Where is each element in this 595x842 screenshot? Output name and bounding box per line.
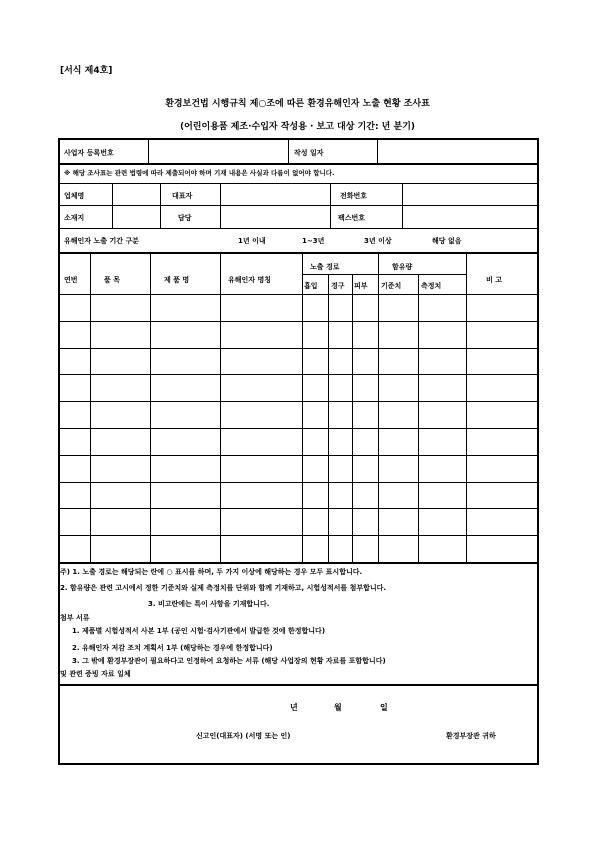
divider [220, 183, 221, 228]
notice-text: ※ 해당 조사표는 관련 법령에 따라 제출되어야 하며 기재 내용은 사실과 다름이 없어야 합니다. [64, 169, 335, 177]
period-label: 유해인자 노출 기간 구분 [64, 237, 139, 245]
period-option-3: 3년 이상 [364, 237, 392, 245]
divider [58, 228, 539, 229]
address-label: 소재지 [64, 214, 85, 222]
rep-label: 대표자 [172, 192, 193, 200]
table-column-divider [352, 274, 353, 562]
divider [58, 205, 539, 206]
attachment-3-cont: 및 관련 증빙 자료 일체 [60, 670, 131, 678]
divider [148, 140, 149, 163]
attachment-3: 3. 그 밖에 환경부장관이 필요하다고 인정하여 요청하는 서류 (해당 사업장의 현황 자료를 포함합니다) [72, 657, 386, 665]
attachment-2: 2. 유해인자 저감 조치 계획서 1부 (해당하는 경우에 한정합니다) [72, 644, 273, 652]
col-header-exposure: 노출 경로 [310, 263, 340, 271]
table-column-divider [466, 252, 467, 562]
divider [112, 183, 113, 228]
col-header-product: 제 품 명 [164, 276, 190, 284]
subcol-inhale: 흡입 [304, 282, 318, 290]
col-header-factor: 유해인자 명칭 [228, 276, 272, 284]
table-column-divider [302, 252, 303, 562]
form-code: [서식 제4호] [60, 66, 113, 76]
divider [302, 274, 466, 275]
subcol-oral: 경구 [331, 282, 345, 290]
divider [377, 140, 378, 163]
date-year: 년 [290, 703, 298, 712]
divider [160, 183, 161, 228]
col-header-item: 품 목 [104, 276, 120, 284]
divider [58, 183, 539, 184]
table-column-divider [328, 274, 329, 562]
footnote-2: 2. 함유량은 관련 고시에서 정한 기준치와 실제 측정치를 단위와 함께 기재하고, 시험성적서를 첨부합니다. [60, 584, 387, 592]
col-header-no: 연번 [64, 276, 78, 284]
divider [58, 163, 539, 165]
footnote-3: 3. 비고란에는 특이 사항을 기재합니다. [148, 600, 270, 608]
divider [330, 183, 331, 228]
table-column-divider [220, 252, 221, 562]
date-day: 일 [380, 703, 388, 712]
table-column-divider [378, 252, 379, 562]
subcol-standard: 기준치 [381, 282, 402, 290]
period-option-2: 1~3년 [302, 237, 325, 245]
divider [58, 684, 539, 686]
divider [58, 562, 539, 564]
subcol-skin: 피부 [354, 282, 368, 290]
fax-label: 팩스번호 [338, 214, 366, 222]
footnote-1: 주) 1. 노출 경로는 해당되는 란에 ○ 표시를 하며, 두 가지 이상에 해당하는 경우 모두 표시합니다. [60, 568, 363, 576]
subcol-measured: 측정치 [421, 282, 442, 290]
company-label: 업체명 [64, 192, 85, 200]
recipient-label: 환경부장관 귀하 [446, 732, 496, 740]
period-option-4: 해당 없음 [432, 237, 462, 245]
date-month: 월 [334, 703, 342, 712]
date-label: 작성 일자 [294, 149, 324, 157]
table-column-divider [90, 252, 91, 562]
attachment-1: 1. 제품별 시험성적서 사본 1부 (공인 시험·검사기관에서 발급한 것에 한정합니다) [72, 627, 326, 635]
form-subtitle: (어린이용품 제조·수입자 작성용 · 보고 대상 기간: 년 분기) [180, 122, 415, 132]
divider [402, 183, 403, 228]
table-column-divider [418, 274, 419, 562]
divider [288, 140, 289, 163]
col-header-note: 비 고 [486, 276, 502, 284]
form-title: 환경보건법 시행규칙 제○조에 따른 환경유해인자 노출 현황 조사표 [165, 99, 430, 109]
attachments-label: 첨부 서류 [60, 614, 90, 622]
phone-label: 전화번호 [340, 192, 368, 200]
reg-no-label: 사업자 등록번호 [64, 149, 114, 157]
table-column-divider [150, 252, 151, 562]
col-header-content: 함유량 [392, 263, 413, 271]
owner-label: 담당 [178, 214, 192, 222]
period-option-1: 1년 이내 [238, 237, 266, 245]
submitter-label: 신고인(대표자) (서명 또는 인) [196, 732, 291, 740]
